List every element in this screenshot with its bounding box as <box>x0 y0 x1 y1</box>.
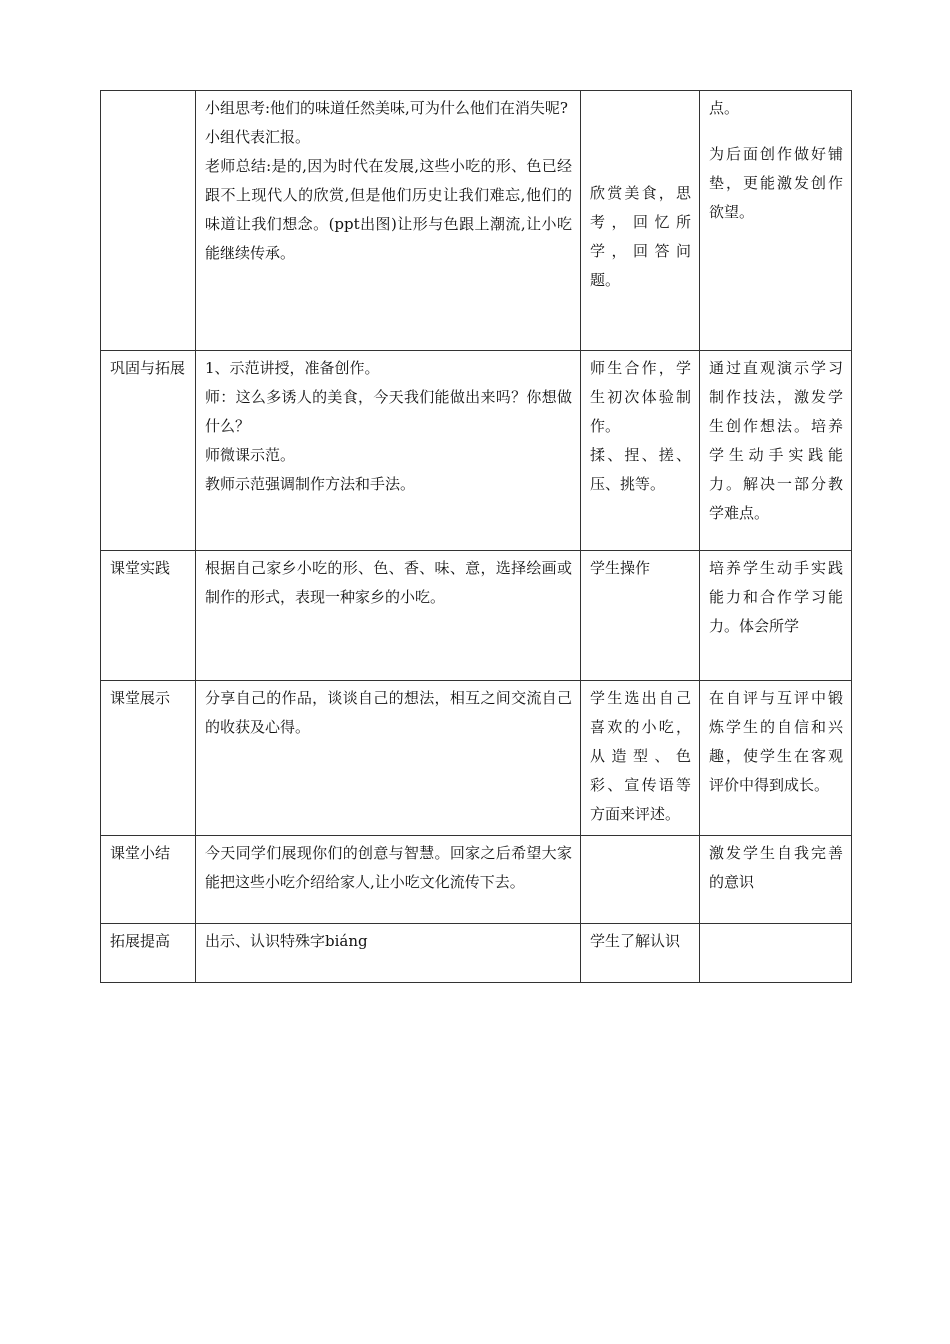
student-activity-cell <box>581 836 700 924</box>
student-activity-cell: 学生操作 <box>581 551 700 681</box>
lesson-plan-table <box>100 90 852 983</box>
teacher-activity-cell: 分享自己的作品，谈谈自己的想法，相互之间交流自己的收获及心得。 <box>196 681 581 836</box>
stage-cell <box>101 91 196 351</box>
design-purpose-cell: 通过直观演示学习制作技法，激发学生创作想法。培养学生动手实践能力。解决一部分教学难点。 <box>700 351 852 551</box>
student-activity-cell: 学生了解认识 <box>581 924 700 983</box>
paragraph: 1、示范讲授，准备创作。 <box>205 359 380 377</box>
design-purpose-cell: 在自评与互评中锻炼学生的自信和兴趣，使学生在客观评价中得到成长。 <box>700 681 852 836</box>
design-purpose-cell <box>700 924 852 983</box>
teacher-activity-cell <box>196 351 581 551</box>
paragraph: 点。 <box>709 99 740 117</box>
table-row <box>101 551 852 681</box>
stage-cell: 巩固与拓展 <box>101 351 196 551</box>
student-activity-cell: 欣赏美食，思考，回忆所学，回答问题。 <box>581 91 700 351</box>
stage-cell: 课堂实践 <box>101 551 196 681</box>
stage-cell: 课堂小结 <box>101 836 196 924</box>
paragraph: 师微课示范。 <box>205 446 296 464</box>
table-row <box>101 681 852 836</box>
table-row <box>101 91 852 351</box>
design-purpose-cell: 培养学生动手实践能力和合作学习能力。体会所学 <box>700 551 852 681</box>
stage-cell: 拓展提高 <box>101 924 196 983</box>
teacher-activity-cell: 今天同学们展现你们的创意与智慧。回家之后希望大家能把这些小吃介绍给家人,让小吃文化流传下去。 <box>196 836 581 924</box>
table-row <box>101 924 852 983</box>
paragraph: 师生合作，学生初次体验制作。 <box>590 359 691 435</box>
paragraph: 揉、捏、搓、压、挑等。 <box>590 446 691 493</box>
paragraph: 老师总结:是的,因为时代在发展,这些小吃的形、色已经跟不上现代人的欣赏,但是他们历史让我们难忘,他们的味道让我们想念。(ppt出图)让形与色跟上潮流,让小吃能继续传承。 <box>205 157 572 262</box>
design-purpose-cell <box>700 91 852 351</box>
paragraph: 为后面创作做好铺垫，更能激发创作欲望。 <box>709 145 843 221</box>
design-purpose-cell: 激发学生自我完善的意识 <box>700 836 852 924</box>
student-activity-cell <box>581 351 700 551</box>
paragraph: 小组思考:他们的味道任然美味,可为什么他们在消失呢? <box>205 99 568 117</box>
teacher-activity-cell <box>196 91 581 351</box>
teacher-activity-cell: 根据自己家乡小吃的形、色、香、味、意，选择绘画或制作的形式，表现一种家乡的小吃。 <box>196 551 581 681</box>
teacher-activity-cell: 出示、认识特殊字biáng <box>196 924 581 983</box>
paragraph: 小组代表汇报。 <box>205 128 311 146</box>
student-activity-cell: 学生选出自己喜欢的小吃，从造型、色彩、宣传语等方面来评述。 <box>581 681 700 836</box>
paragraph: 师：这么多诱人的美食，今天我们能做出来吗？你想做什么？ <box>205 388 572 435</box>
table-row <box>101 836 852 924</box>
table-row <box>101 351 852 551</box>
paragraph: 教师示范强调制作方法和手法。 <box>205 475 416 493</box>
stage-cell: 课堂展示 <box>101 681 196 836</box>
